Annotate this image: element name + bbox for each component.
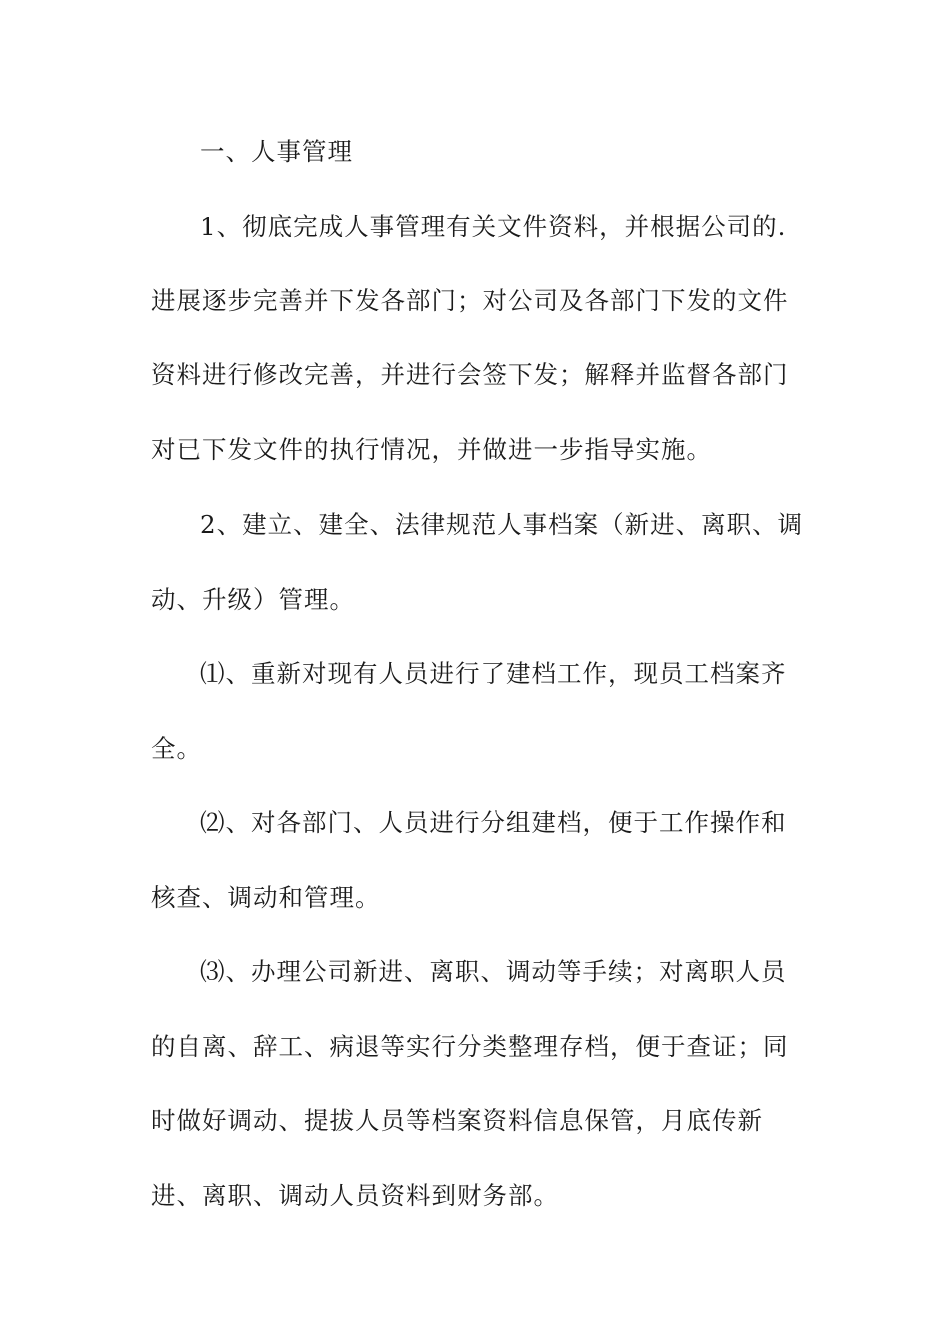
subitem-3-line-4: 进、离职、调动人员资料到财务部。 <box>151 1181 559 1210</box>
subitem-1-line-2: 全。 <box>151 734 202 763</box>
item-1-line-2: 进展逐步完善并下发各部门；对公司及各部门下发的文件 <box>151 286 789 315</box>
item-1-line-4: 对已下发文件的执行情况，并做进一步指导实施。 <box>151 435 712 464</box>
subitem-2-line-1: ⑵、对各部门、人员进行分组建档，便于工作操作和 <box>200 808 787 837</box>
item-2-line-1: 2、建立、建全、法律规范人事档案（新进、离职、调 <box>200 510 804 539</box>
subitem-2-line-2: 核查、调动和管理。 <box>151 883 381 912</box>
subitem-1-line-1: ⑴、重新对现有人员进行了建档工作，现员工档案齐 <box>200 659 787 688</box>
item-2-line-2: 动、升级）管理。 <box>151 585 355 614</box>
subitem-3-line-2: 的自离、辞工、病退等实行分类整理存档，便于查证；同 <box>151 1032 789 1061</box>
item-1-line-1: 1、彻底完成人事管理有关文件资料，并根据公司的. <box>200 212 787 241</box>
section-heading: 一、人事管理 <box>200 137 353 166</box>
subitem-3-line-3: 时做好调动、提拔人员等档案资料信息保管，月底传新 <box>151 1106 763 1135</box>
item-1-line-3: 资料进行修改完善，并进行会签下发；解释并监督各部门 <box>151 360 789 389</box>
subitem-3-line-1: ⑶、办理公司新进、离职、调动等手续；对离职人员 <box>200 957 787 986</box>
